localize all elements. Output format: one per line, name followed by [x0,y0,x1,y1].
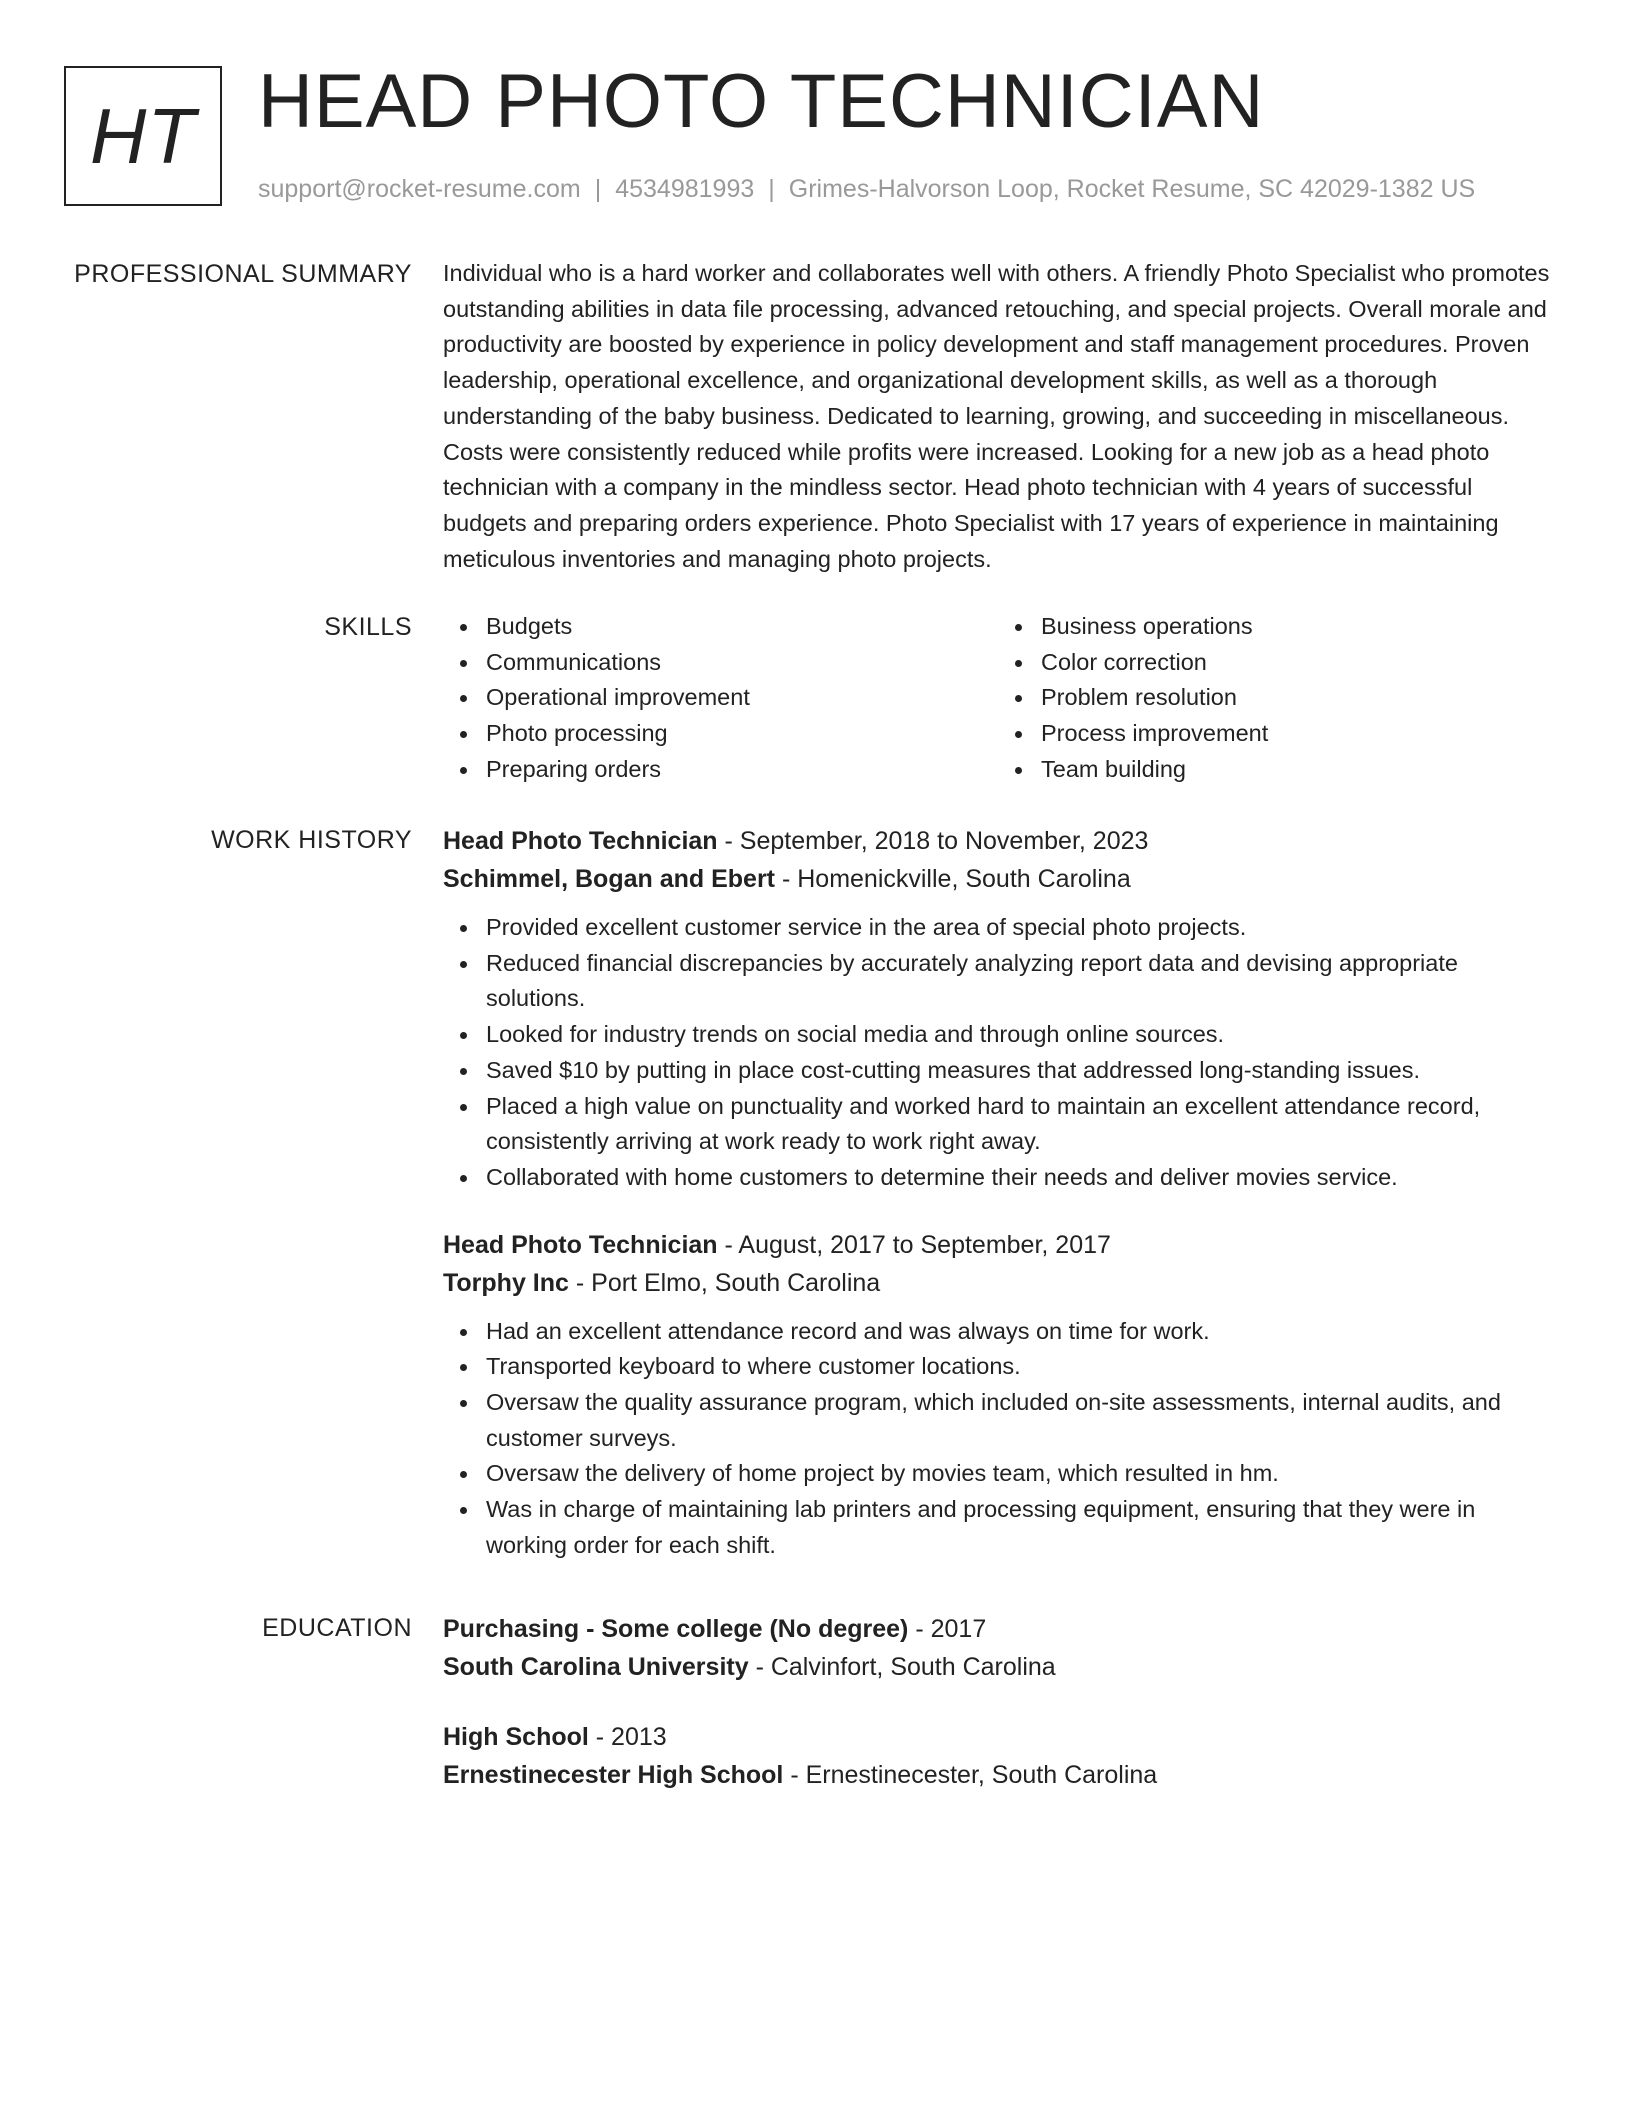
job-company: Torphy Inc [443,1268,569,1297]
job-title-line [443,1226,1553,1264]
contact-separator: | [768,175,775,203]
education-school: Ernestinecester High School [443,1761,784,1789]
education-location: - Ernestinecester, South Carolina [783,1761,1158,1789]
education-year: - 2017 [908,1615,987,1643]
education-school: South Carolina University [443,1653,749,1681]
education-entry [443,1610,1553,1686]
job-bullets [443,910,1553,1196]
section-title-work-history: WORK HISTORY [211,826,412,854]
section-title-education: EDUCATION [262,1614,412,1642]
skill-item: Problem resolution [1041,680,1553,716]
job-company-line [443,860,1553,898]
skill-item: Team building [1041,752,1553,788]
job-role: Head Photo Technician [443,827,718,855]
job-bullet: Oversaw the delivery of home project by movies team, which resulted in hm. [486,1456,1553,1492]
education-location: - Calvinfort, South Carolina [748,1653,1056,1681]
job-role: Head Photo Technician [443,1230,718,1259]
job-entry [443,822,1553,1196]
education-year: - 2013 [588,1723,667,1751]
skills-column-left [443,609,998,788]
job-location: - Port Elmo, South Carolina [568,1268,881,1297]
skill-item: Photo processing [486,716,998,752]
job-title-line [443,822,1553,860]
job-dates: - September, 2018 to November, 2023 [717,827,1149,855]
skill-item: Color correction [1041,645,1553,681]
skill-item: Operational improvement [486,680,998,716]
education-school-line [443,1756,1553,1794]
skills-grid [443,609,1553,788]
job-bullet: Placed a high value on punctuality and worked hard to maintain an excellent attendance record, consistently arriving at work ready to work right away. [486,1089,1553,1160]
job-bullet: Saved $10 by putting in place cost-cutting measures that addressed long-standing issues. [486,1053,1553,1089]
job-bullet: Collaborated with home customers to determine their needs and deliver movies service. [486,1160,1553,1196]
job-location: - Homenickville, South Carolina [775,865,1131,893]
section-title-skills: SKILLS [324,613,412,641]
job-bullet: Oversaw the quality assurance program, which included on-site assessments, internal audits, and customer surveys. [486,1385,1553,1456]
education-degree-line [443,1610,1553,1648]
job-bullet: Transported keyboard to where customer locations. [486,1349,1553,1385]
education-degree-line [443,1718,1553,1756]
contact-phone: 4534981993 [615,175,755,203]
skill-item: Budgets [486,609,998,645]
education-degree: Purchasing - Some college (No degree) [443,1615,909,1643]
job-bullet: Looked for industry trends on social media and through online sources. [486,1017,1553,1053]
skill-item: Communications [486,645,998,681]
education-school-line [443,1648,1553,1686]
skills-column-right [998,609,1553,788]
education-entry [443,1718,1553,1794]
skill-item: Preparing orders [486,752,998,788]
work-history-body [443,822,1553,1564]
summary-text: Individual who is a hard worker and collaborates well with others. A friendly Photo Specialist who promotes outstanding abilities in data file processing, advanced retouching, and special projects. Overall morale and productivity are boosted by experience in policy development and staff management procedures. Proven leadership, operational excellence, and organizational development skills, as well as a thorough understanding of the baby business. Dedicated to learning, growing, and succeeding in miscellaneous. Costs were consistently reduced while profits were increased. Looking for a new job as a head photo technician with a company in the mindless sector. Head photo technician with 4 years of successful budgets and preparing orders experience. Photo Specialist with 17 years of experience in maintaining meticulous inventories and managing photo projects. [443,260,1550,572]
job-bullets [443,1314,1553,1564]
contact-email: support@rocket-resume.com [258,175,581,203]
skill-item: Process improvement [1041,716,1553,752]
job-company: Schimmel, Bogan and Ebert [443,865,776,893]
education-body [443,1610,1553,1794]
summary-body [443,256,1553,577]
job-entry [443,1226,1553,1564]
contact-address: Grimes-Halvorson Loop, Rocket Resume, SC 42029-1382 US [788,175,1476,203]
job-bullet: Was in charge of maintaining lab printers and processing equipment, ensuring that they were in working order for each shift. [486,1492,1553,1563]
skill-item: Business operations [1041,609,1553,645]
resume-name: HEAD PHOTO TECHNICIAN [258,59,1265,144]
job-bullet: Provided excellent customer service in the area of special photo projects. [486,910,1553,946]
contact-separator: | [594,175,602,203]
skills-body [443,609,1553,788]
job-bullet: Reduced financial discrepancies by accurately analyzing report data and devising appropriate solutions. [486,946,1553,1017]
job-dates: - August, 2017 to September, 2017 [717,1230,1111,1259]
job-company-line [443,1264,1553,1302]
education-degree: High School [443,1723,589,1751]
monogram-box [64,66,222,206]
section-title-summary: PROFESSIONAL SUMMARY [74,260,412,288]
monogram-initials: HT [90,91,196,180]
job-bullet: Had an excellent attendance record and was always on time for work. [486,1314,1553,1350]
contact-line [258,172,1475,206]
